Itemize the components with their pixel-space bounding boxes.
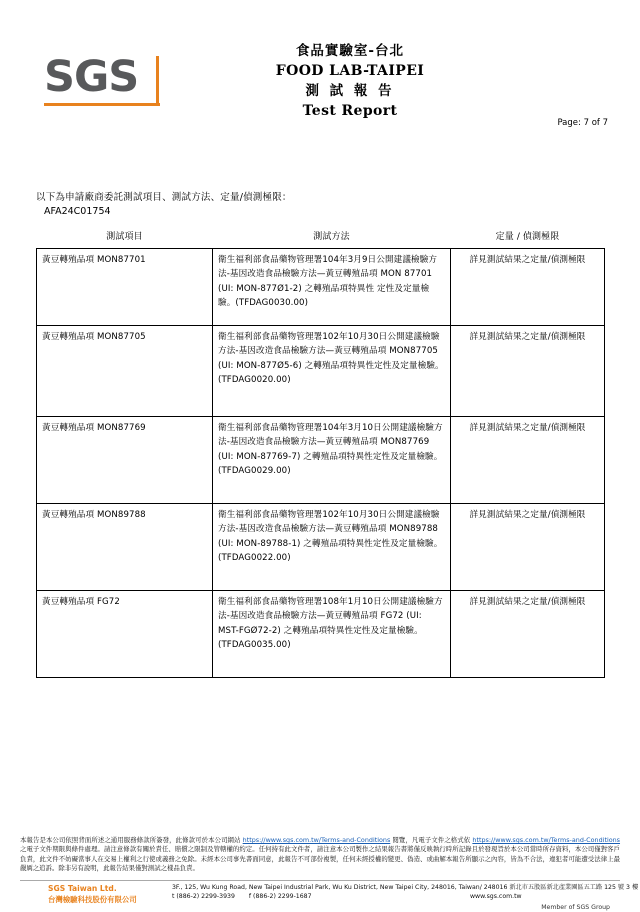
sgs-logo-text: SGS [44, 52, 139, 102]
footer-website[interactable]: www.sgs.com.tw [470, 893, 522, 900]
table-row [37, 416, 605, 503]
sgs-logo-bar-vertical [156, 56, 159, 104]
table-row [37, 248, 605, 325]
cell-item: 黃豆轉殖品項 MON87769 [37, 416, 213, 503]
footer-group-label: Member of SGS Group [541, 904, 610, 911]
footer-address-cn: / 248016 新北市五股區新北產業園區五工路 125 號 3 樓 [479, 884, 639, 891]
cell-limit: 詳見測試結果之定量/偵測極限 [451, 590, 605, 677]
lab-name-cn: 食品實驗室-台北 [295, 43, 405, 59]
footer-company-en: SGS Taiwan Ltd. [48, 884, 117, 893]
footer-fax: f (886-2) 2299-1687 [248, 893, 312, 900]
footer-address [172, 883, 638, 893]
footer-band [0, 880, 640, 912]
table-row [37, 503, 605, 590]
report-title-block [190, 42, 510, 121]
terms-link-2[interactable]: https://www.sgs.com.tw/Terms-and-Conditions [472, 836, 621, 844]
table-row [37, 325, 605, 416]
column-header-item: 測試項目 [37, 226, 213, 248]
footer-tel: t (886-2) 2299-3939 [172, 893, 235, 900]
cell-item: 黃豆轉殖品項 FG72 [37, 590, 213, 677]
footer-note-part1: 本報告是本公司依照背面所述之通用服務條款所簽發，此條款可於本公司網站 [20, 836, 243, 844]
cell-limit: 詳見測試結果之定量/偵測極限 [451, 503, 605, 590]
cell-method: 衛生福利部食品藥物管理署108年1月10日公開建議檢驗方法-基因改造食品檢驗方法—黃豆轉殖品項 FG72 (UI: MST-FGØ72-2) 之轉殖品項特異性定性及定量檢驗。(TFDAG0035.00) [213, 590, 451, 677]
cell-item: 黃豆轉殖品項 MON89788 [37, 503, 213, 590]
cell-method: 衛生福利部食品藥物管理署104年3月10日公開建議檢驗方法-基因改造食品檢驗方法—黃豆轉殖品項 MON87769 (UI: MON-87769-7) 之轉殖品項特異性定性及定量檢驗。(TFDAG0029.00) [213, 416, 451, 503]
cell-limit: 詳見測試結果之定量/偵測極限 [451, 248, 605, 325]
footer-legal-note [20, 836, 620, 874]
report-reference-code: AFA24C01754 [44, 206, 111, 217]
footer-note-part3: 之電子文件期限與條件處理。請注意條款有關於責任、賠償之限制及管轄權的約定。任何持有此文件者，請注意本公司製作之結果報告書將僅反映執行時所記錄且於發現旨於本公司當時所存資料，本公司僅對客戶負責，此文件不妨礙當事人在交易上權利之行使或義務之免除。未經本公司事先書面同意，此報告不可部份複製，任何未經授權的變更、偽造、或曲解本報告所顯示之內容，皆為不合法，違犯者可能遭受法律上最嚴厲之追訴。除非另有說明，此報告結果僅對測試之樣品負責。 [20, 845, 620, 873]
column-header-limit: 定量 / 偵測極限 [451, 226, 605, 248]
test-methods-table [36, 226, 605, 678]
footer-address-en: 3F., 125, Wu Kung Road, New Taipei Industrial Park, Wu Ku District, New Taipei City, 248016, Taiwan [172, 884, 480, 891]
sgs-logo [44, 54, 174, 110]
cell-method: 衛生福利部食品藥物管理署104年3月9日公開建議檢驗方法-基因改造食品檢驗方法—黃豆轉殖品項 MON 87701 (UI: MON-877Ø1-2) 之轉殖品項特異性 定性及定量檢驗。(TFDAG0030.00) [213, 248, 451, 325]
intro-text: 以下為申請廠商委託測試項目、測試方法、定量/偵測極限： [36, 192, 292, 203]
footer-company-cn: 台灣檢驗科技股份有限公司 [48, 895, 137, 904]
cell-method: 衛生福利部食品藥物管理署102年10月30日公開建議檢驗方法-基因改造食品檢驗方法—黃豆轉殖品項 MON87705 (UI: MON-877Ø5-6) 之轉殖品項特異性定性及定量檢驗。(TFDAG0020.00) [213, 325, 451, 416]
footer-contact [172, 893, 312, 900]
sgs-logo-bar-horizontal [44, 103, 160, 106]
terms-link-1[interactable]: https://www.sgs.com.tw/Terms-and-Conditions [242, 836, 391, 844]
footer-divider [20, 880, 620, 881]
cell-limit: 詳見測試結果之定量/偵測極限 [451, 325, 605, 416]
column-header-method: 測試方法 [213, 226, 451, 248]
report-header [0, 36, 640, 126]
lab-name-en: FOOD LAB-TAIPEI [275, 63, 425, 79]
cell-item: 黃豆轉殖品項 MON87705 [37, 325, 213, 416]
cell-item: 黃豆轉殖品項 MON87701 [37, 248, 213, 325]
cell-method: 衛生福利部食品藥物管理署102年10月30日公開建議檢驗方法-基因改造食品檢驗方法—黃豆轉殖品項 MON89788 (UI: MON-89788-1) 之轉殖品項特異性定性及定量檢驗。(TFDAG0022.00) [213, 503, 451, 590]
footer-company [48, 883, 137, 905]
cell-limit: 詳見測試結果之定量/偵測極限 [451, 416, 605, 503]
table-row [37, 590, 605, 677]
report-title-en: Test Report [302, 103, 398, 119]
footer-note-part2: 閱覽，凡電子文件之格式依 [390, 836, 473, 844]
table-header-row [37, 226, 605, 248]
report-title-cn: 測 試 報 告 [305, 83, 395, 99]
page-number: Page: 7 of 7 [557, 118, 608, 128]
